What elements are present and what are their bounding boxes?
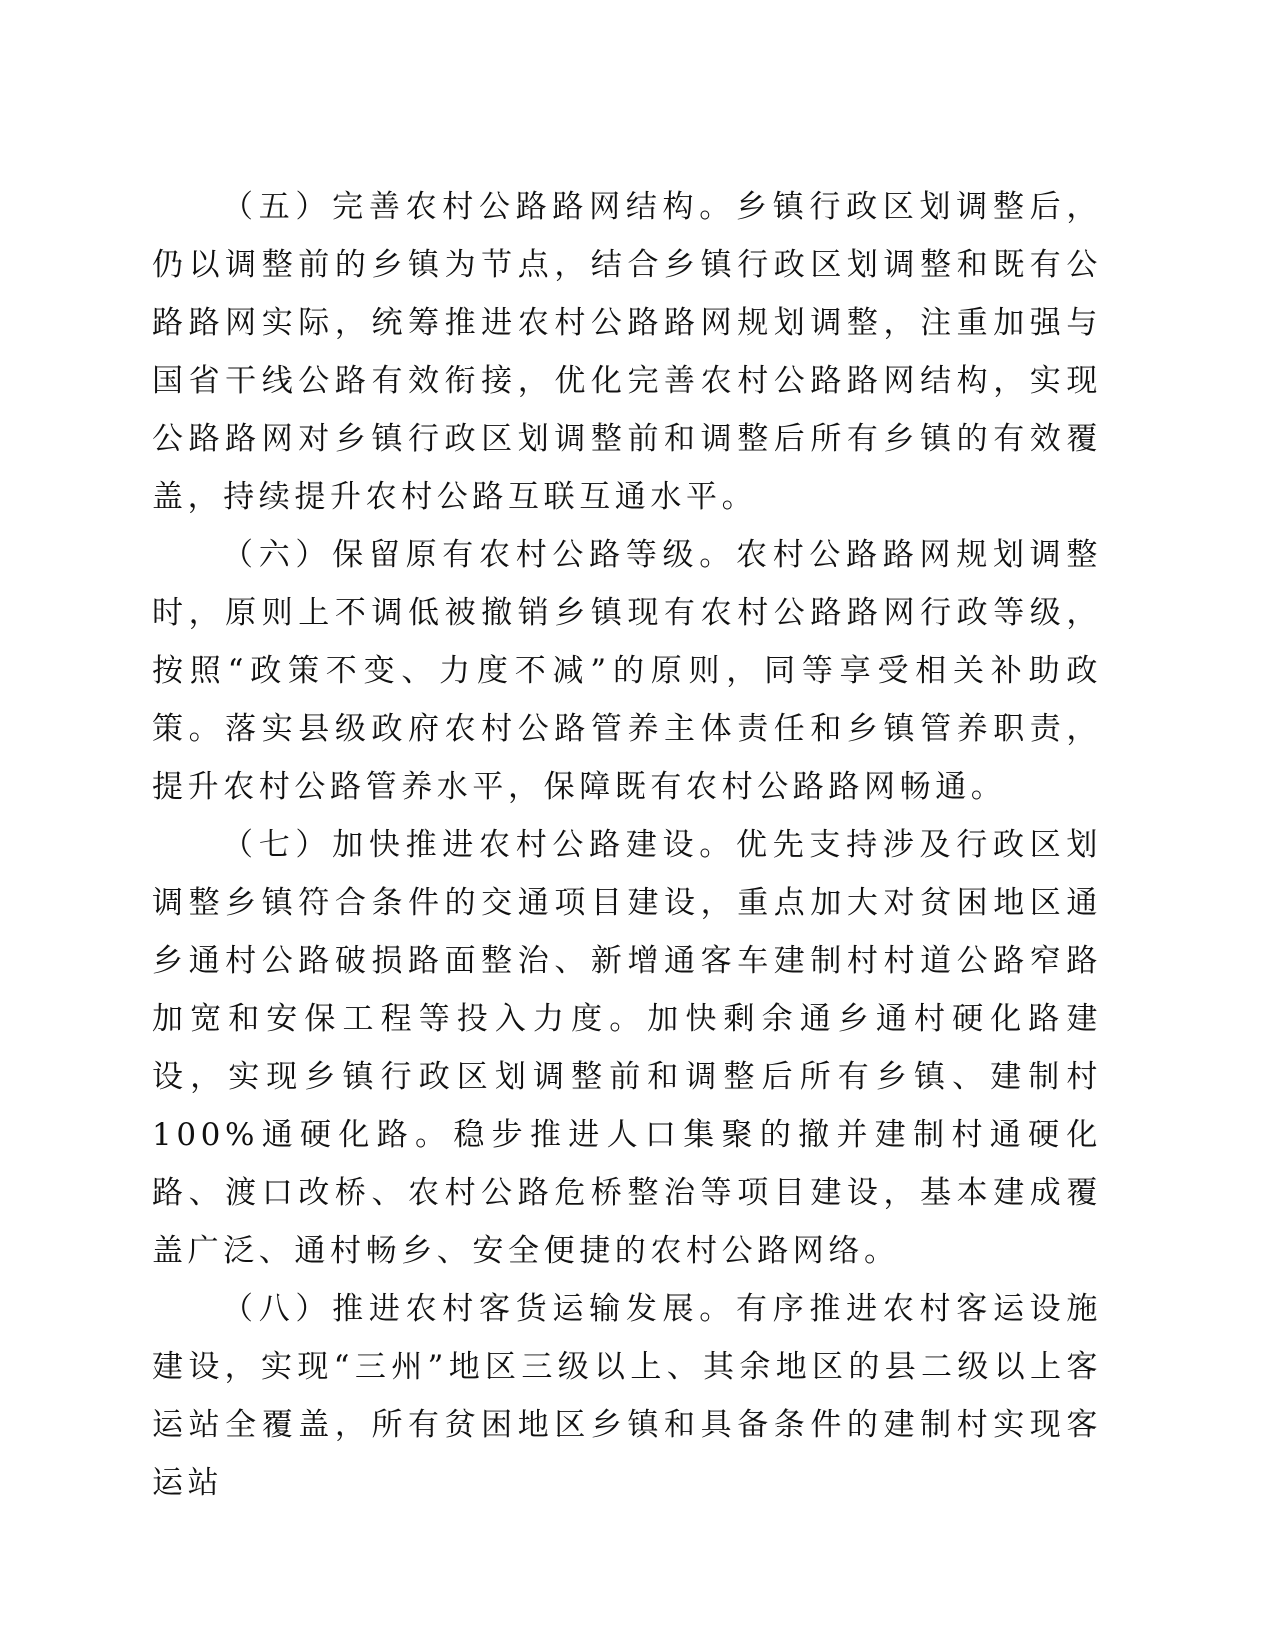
paragraph-7-heading: （七）加快推进农村公路建设。 — [222, 827, 736, 863]
paragraph-5-text: 乡镇行政区划调整后，仍以调整前的乡镇为节点，结合乡镇行政区划调整和既有公路路网实际，统筹推进农村公路路网规划调整，注重加强与国省干线公路有效衔接，优化完善农村公路路网结构，实现公路路网对乡镇行政区划调整前和调整后所有乡镇的有效覆盖，持续提升农村公路互联互通水平。 — [152, 189, 1102, 515]
document-body — [152, 178, 1102, 1512]
paragraph-8-heading: （八）推进农村客货运输发展。 — [222, 1291, 736, 1327]
paragraph-7 — [152, 816, 1102, 1280]
paragraph-5-heading: （五）完善农村公路路网结构。 — [222, 189, 736, 225]
paragraph-8-text: 有序推进农村客运设施建设，实现“三州”地区三级以上、其余地区的县二级以上客运站全覆盖，所有贫困地区乡镇和具备条件的建制村实现客运站 — [152, 1291, 1102, 1501]
paragraph-5 — [152, 178, 1102, 526]
paragraph-7-text: 优先支持涉及行政区划调整乡镇符合条件的交通项目建设，重点加大对贫困地区通乡通村公路破损路面整治、新增通客车建制村村道公路窄路加宽和安保工程等投入力度。加快剩余通乡通村硬化路建设，实现乡镇行政区划调整前和调整后所有乡镇、建制村100%通硬化路。稳步推进人口集聚的撤并建制村通硬化路、渡口改桥、农村公路危桥整治等项目建设，基本建成覆盖广泛、通村畅乡、安全便捷的农村公路网络。 — [152, 827, 1102, 1269]
paragraph-6-heading: （六）保留原有农村公路等级。 — [222, 537, 736, 573]
paragraph-8 — [152, 1280, 1102, 1512]
paragraph-6-text: 农村公路路网规划调整时，原则上不调低被撤销乡镇现有农村公路路网行政等级，按照“政策不变、力度不减”的原则，同等享受相关补助政策。落实县级政府农村公路管养主体责任和乡镇管养职责，提升农村公路管养水平，保障既有农村公路路网畅通。 — [152, 537, 1102, 805]
paragraph-6 — [152, 526, 1102, 816]
